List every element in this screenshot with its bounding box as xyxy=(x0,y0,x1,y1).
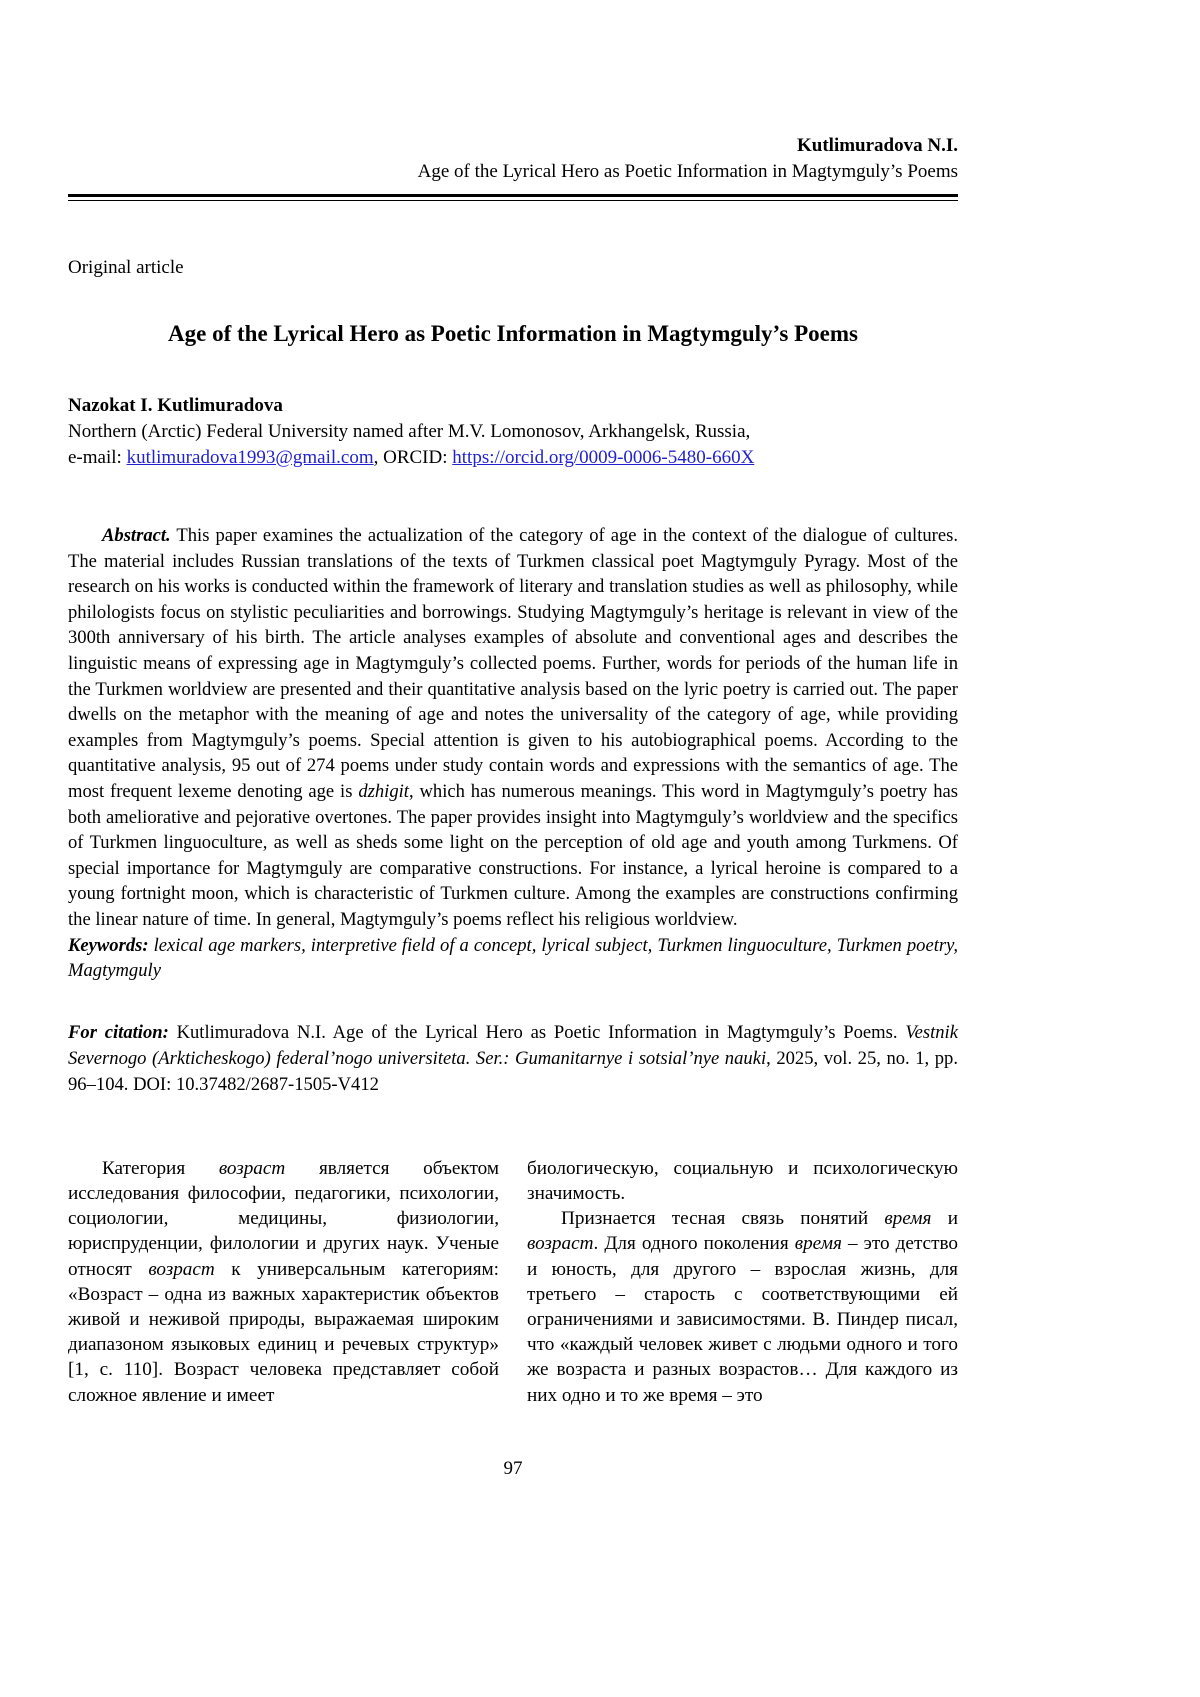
keywords-paragraph: Keywords: lexical age markers, interpretive field of a concept, lyrical subject, Turkmen linguoculture, Turkmen poetry, Magtymguly xyxy=(68,934,958,982)
running-header-author: Kutlimuradova N.I. xyxy=(797,135,958,156)
article-type-label: Original article xyxy=(68,257,184,278)
citation-paragraph: For citation: Kutlimuradova N.I. Age of the Lyrical Hero as Poetic Information in Magtymguly’s Poems. Vestnik Severnogo (Arkticheskogo) federal’nogo universiteta. Ser.: Gumanitarnye i sotsial’nye nauki, 2025, vol. 25, no. 1, pp. 96–104. DOI: 10.37482/2687-1505-V412 xyxy=(68,1021,958,1095)
page-content xyxy=(68,0,958,1480)
email-label: e-mail: xyxy=(68,447,127,468)
author-contacts xyxy=(68,445,958,471)
abstract-block xyxy=(68,523,958,984)
author-name: Nazokat I. Kutlimuradova xyxy=(68,395,283,416)
abstract-paragraph: Abstract. This paper examines the actualization of the category of age in the context of the dialogue of cultures. The material includes Russian translations of the texts of Turkmen classical poet Magtymguly Pyragy. Most of the research on his works is conducted within the framework of literary and translation studies as well as philosophy, while philologists focus on stylistic peculiarities and borrowings. Studying Magtymguly’s heritage is relevant in view of the 300th anniversary of his birth. The article analyses examples of absolute and conventional ages and describes the linguistic means of expressing age in Magtymguly’s collected poems. Further, words for periods of the human life in the Turkmen worldview are presented and their quantitative analysis based on the lyric poetry is carried out. The paper dwells on the metaphor with the meaning of age and notes the universality of the category of age, while providing examples from Magtymguly’s poems. Special attention is given to his autobiographical poems. According to the quantitative analysis, 95 out of 274 poems under study contain words and expressions with the semantics of age. The most frequent lexeme denoting age is dzhigit, which has numerous meanings. This word in Magtymguly’s poetry has both ameliorative and pejorative overtones. The paper provides insight into Magtymguly’s worldview and the specifics of Turkmen linguoculture, as well as sheds some light on the perception of old age and youth among Turkmens. Of special importance for Magtymguly are comparative constructions. For instance, a lyrical heroine is compared to a young fortnight moon, which is characteristic of Turkmen culture. Among the examples are constructions confirming the linear nature of time. In general, Magtymguly’s poems reflect his religious worldview. xyxy=(68,525,958,930)
page-number: 97 xyxy=(503,1457,523,1479)
running-header-title: Age of the Lyrical Hero as Poetic Information in Magtymguly’s Poems xyxy=(417,161,958,182)
author-affiliation: Northern (Arctic) Federal University named after M.V. Lomonosov, Arkhangelsk, Russia, xyxy=(68,421,751,442)
orcid-link[interactable]: https://orcid.org/0009-0006-5480-660X xyxy=(452,447,755,468)
body-column-left xyxy=(68,1156,499,1408)
body-column-right xyxy=(527,1156,958,1408)
body-paragraph: Признается тесная связь понятий время и возраст. Для одного поколения время – это детство и юность, для другого – взрослая жизнь, для третьего – старость с соответствующими ей ограничениями и зависимостями. В. Пиндер писал, что «каждый человек живет с людьми одного и того же возраста и разных возрастов… Для каждого из них одно и то же время – это xyxy=(527,1208,958,1406)
orcid-label: , ORCID: xyxy=(373,447,453,468)
body-columns xyxy=(68,1156,958,1408)
running-header xyxy=(68,133,958,185)
header-double-rule xyxy=(68,194,958,201)
body-paragraph: Категория возраст является объектом исследования философии, педагогики, психологии, социологии, медицины, физиологии, юриспруденции, филологии и других наук. Ученые относят возраст к универсальным категориям: «Возраст – одна из важных характеристик объектов живой и неживой природы, выражаемая широким диапазоном языковых единиц и речевых структур» [1, с. 110]. Возраст человека представляет собой сложное явление и имеет xyxy=(68,1157,500,1406)
body-paragraph: биологическую, социальную и психологическую значимость. xyxy=(527,1157,958,1204)
email-link[interactable]: kutlimuradova1993@gmail.com xyxy=(126,447,374,468)
author-block xyxy=(68,393,958,471)
article-title: Age of the Lyrical Hero as Poetic Information in Magtymguly’s Poems xyxy=(168,321,858,346)
